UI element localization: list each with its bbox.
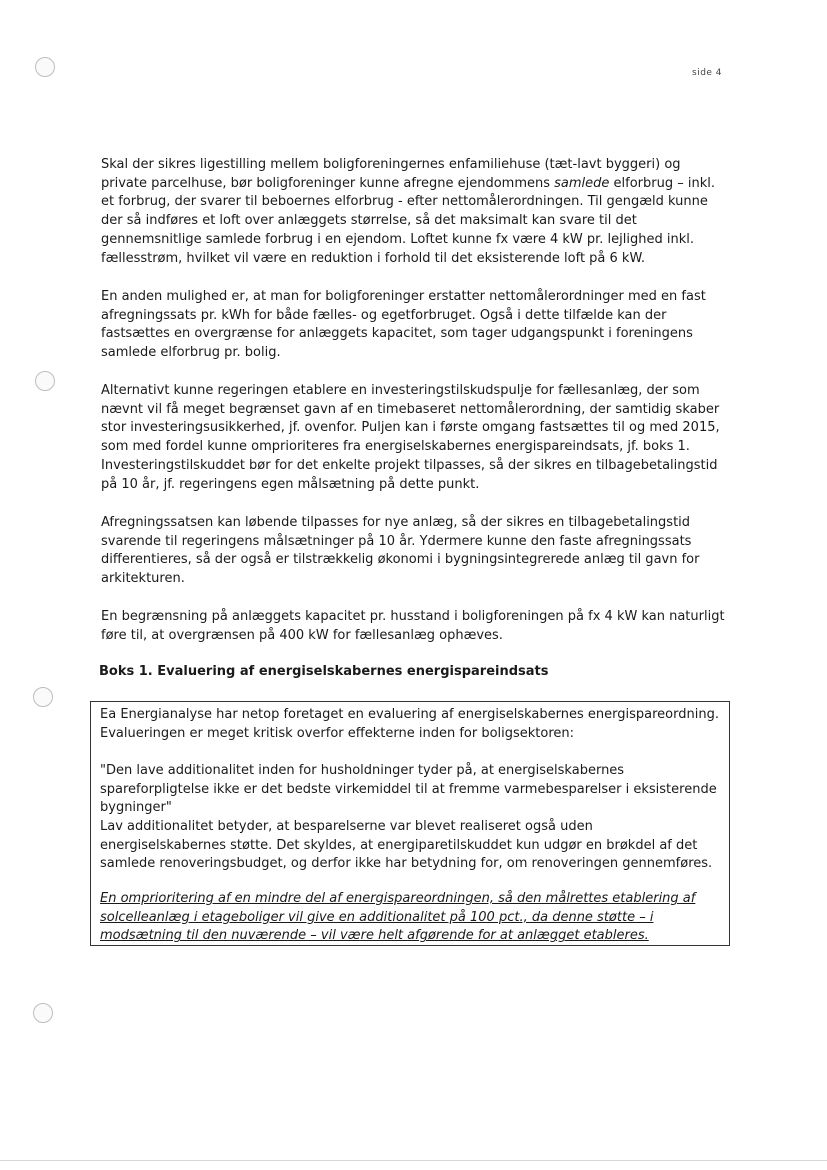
paragraph-2: En anden mulighed er, at man for boligforeninger erstatter nettomålerordninger med en fast afregningssats pr. kWh for både fælles- og egetforbruget. Også i dette tilfælde kan der fastsættes en overgrænse for anlæggets kapacitet, som tager udgangspunkt i foreningens samlede elforbrug pr. bolig. [101,289,706,361]
paragraph-4: Afregningssatsen kan løbende tilpasses for nye anlæg, så der sikres en tilbagebetalingstid svarende til regeringens målsætninger på 10 år. Ydermere kunne den faste afregningssats differentieres, så der også er tilstrækkelig økonomi i bygningsintegrerede anlæg til gavn for arkitekturen. [101,515,700,587]
paragraph-1-after: elforbrug – inkl. et forbrug, der svarer til beboernes elforbrug - efter nettomålerordningen. Til gengæld kunne der så indføres et loft over anlæggets størrelse, så det maksimalt kan svare til det gennemsnitlige samlede forbrug i en ejendom. Loftet kunne fx være 4 kW pr. lejlighed inkl. fællesstrøm, hvilket vil være en reduktion i forhold til det eksisterende loft på 6 kW. [101,175,715,266]
box-quote: "Den lave additionalitet inden for husholdninger tyder på, at energiselskabernes spareforpligtelse ikke er det bedste virkemiddel til at fremme varmebesparelser i eksisterende bygninger" [100,763,717,816]
paragraph-1-emphasis: samlede [554,175,610,191]
punch-hole-3 [33,687,53,707]
box-paragraph-3: Lav additionalitet betyder, at besparelserne var blevet realiseret også uden energiselskabernes støtte. Det skyldes, at energiparetilskuddet kun udgør en brøkdel af det samlede renoveringsbudget, og derfor ikke har betydning for, om renoveringen gennemføres. [100,819,713,872]
punch-hole-1 [35,57,55,77]
punch-hole-4 [33,1003,53,1023]
punch-hole-2 [35,371,55,391]
paragraph-5: En begrænsning på anlæggets kapacitet pr. husstand i boligforeningen på fx 4 kW kan naturligt føre til, at overgrænsen på 400 kW for fællesanlæg ophæves. [101,609,725,643]
paragraph-1 [101,156,726,268]
page-bottom-edge [0,1160,827,1161]
box-underlined-note: En omprioritering af en mindre del af energispareordningen, så den målrettes etablering af solcelleanlæg i etageboliger vil give en additionalitet på 100 pct., da denne støtte – i modsætning til den nuværende – vil være helt afgørende for at anlægget etableres. [100,891,696,944]
info-box [90,701,730,946]
page-number: side 4 [692,68,723,78]
paragraph-3: Alternativt kunne regeringen etablere en investeringstilskudspulje for fællesanlæg, der som nævnt vil få meget begrænset gavn af en timebaseret nettomålerordning, der samtidig skaber stor investeringsusikkerhed, jf. ovenfor. Puljen kan i første omgang fastsættes til og med 2015, som med fordel kunne omprioriteres fra energiselskabernes energispareindsats, jf. boks 1. Investeringstilskuddet bør for det enkelte projekt tilpasses, så der sikres en tilbagebetalingstid på 10 år, jf. regeringens egen målsætning på dette punkt. [101,383,720,492]
box-title: Boks 1. Evaluering af energiselskabernes energispareindsats [99,664,549,679]
paragraph-1-before: Skal der sikres ligestilling mellem boligforeningernes enfamiliehuse (tæt-lavt byggeri) og private parcelhuse, bør boligforeninger kunne afregne ejendommens [101,157,681,191]
box-paragraph-1: Ea Energianalyse har netop foretaget en evaluering af energiselskabernes energispareordning. Evalueringen er meget kritisk overfor effekterne inden for boligsektoren: [100,707,719,741]
